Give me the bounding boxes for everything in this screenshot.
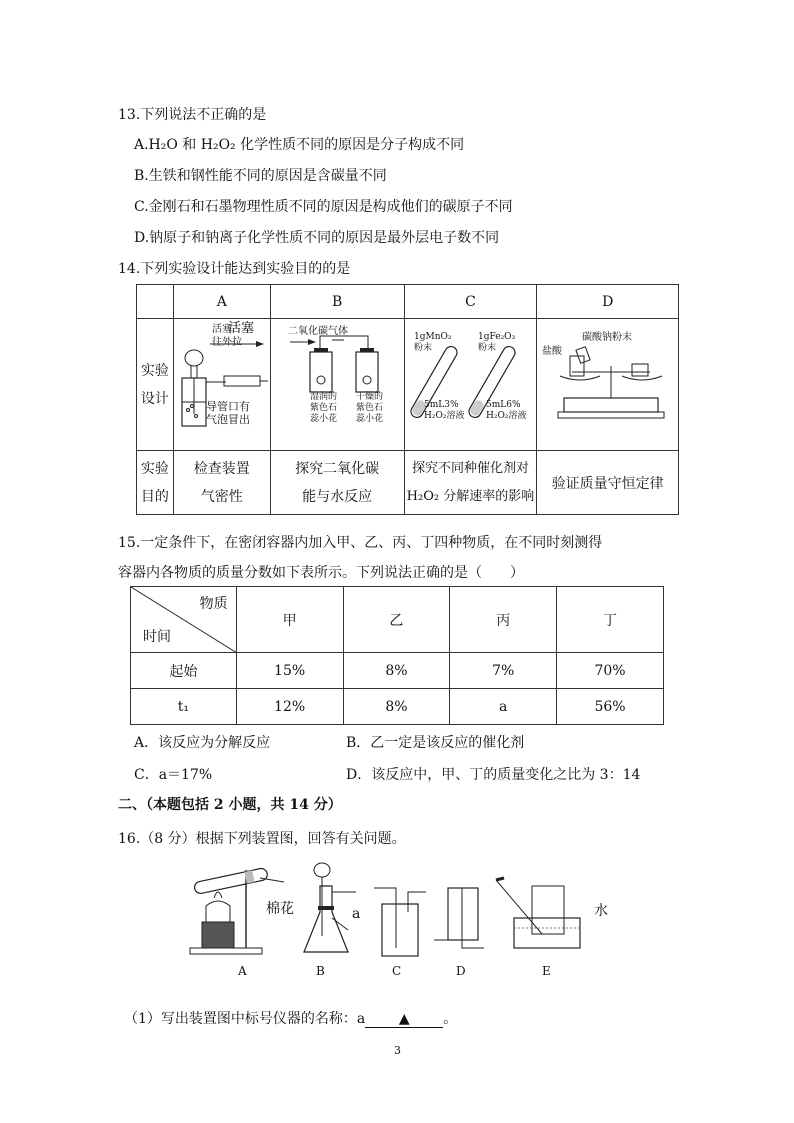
q14-purpose-b: 探究二氧化碳 能与水反应 (270, 451, 404, 515)
q14-d-acid-label: 盐酸 (542, 346, 562, 357)
q14-c-right-top-label: 1gFe₂O₃ 粉末 (478, 332, 516, 353)
q16-label-d: D (456, 964, 466, 978)
q15-option-b: B．乙一定是该反应的催化剂 (346, 735, 525, 751)
q16-label-a: A (238, 964, 247, 978)
q15-cell: 8% (343, 689, 450, 725)
q16-cotton-label: 棉花 (266, 901, 294, 917)
q14-row-design-label: 实验 设计 (137, 319, 174, 451)
q14-b-left-label: 湿润的 紫色石 蕊小花 (310, 392, 338, 424)
page-number: 3 (394, 1044, 401, 1057)
q16-sub1-prefix: （1）写出装置图中标号仪器的名称：a (124, 1011, 366, 1027)
q14-purpose-a: 检查装置 气密性 (173, 451, 270, 515)
q14-purpose-c: 探究不同种催化剂对 H₂O₂ 分解速率的影响 (404, 451, 537, 515)
q14-design-b-diagram (286, 322, 392, 446)
q15-cell: 70% (557, 653, 664, 689)
q13-option-c: C.金刚石和石墨物理性质不同的原因是构成他们的碳原子不同 (134, 199, 513, 215)
q15-header-ding: 丁 (557, 587, 664, 653)
svg-text:活塞: 活塞 (228, 321, 255, 336)
q14-c-left-top-label: 1gMnO₂ 粉末 (414, 332, 452, 353)
q14-b-right-label: 干燥的 紫色石 蕊小花 (356, 392, 384, 424)
q14-b-gas-label: 二氧化碳气体 (288, 326, 348, 337)
q14-a-bubble-label-2: 气泡冒出 (206, 413, 250, 426)
apparatus-b (304, 863, 356, 952)
q15-row-label: t₁ (131, 689, 237, 725)
q13-option-a: A.H₂O 和 H₂O₂ 化学性质不同的原因是分子构成不同 (134, 137, 465, 153)
q15-option-d: D．该反应中，甲、丁的质量变化之比为 3：14 (346, 767, 641, 783)
q16-label-e: E (542, 964, 551, 978)
q16-label-b: B (316, 964, 325, 978)
q15-header-bing: 丙 (450, 587, 557, 653)
q16-sub1-suffix: 。 (443, 1011, 458, 1027)
q14-a-bubble-label-1: 导管口有 (206, 400, 250, 413)
q15-stem-line-1: 15.一定条件下，在密闭容器内加入甲、乙、丙、丁四种物质，在不同时刻测得 (118, 535, 603, 551)
apparatus-d (434, 888, 484, 948)
q15-corner-bottom: 时间 (143, 629, 171, 645)
q14-d-powder-label: 碳酸钠粉末 (582, 332, 632, 343)
q16-label-c: C (392, 964, 402, 978)
q16-stem: 16.（8 分）根据下列装置图，回答有关问题。 (118, 831, 406, 847)
q13-stem: 13.下列说法不正确的是 (118, 107, 267, 123)
q14-header-a: A (173, 285, 270, 319)
q15-cell: 7% (450, 653, 557, 689)
q15-option-a: A．该反应为分解反应 (134, 735, 271, 751)
table-row (131, 689, 664, 725)
q15-cell: 8% (343, 653, 450, 689)
q14-purpose-d: 验证质量守恒定律 (537, 451, 679, 515)
q15-option-c: C．a＝17% (134, 767, 213, 783)
q16-sub1-answer-blank[interactable]: ▲ (365, 1011, 443, 1028)
q15-header-yi: 乙 (343, 587, 450, 653)
q15-stem-line-2: 容器内各物质的质量分数如下表所示。下列说法正确的是（ ） (118, 565, 524, 581)
q14-c-right-bottom-label: 5mL6% H₂O₂溶液 (486, 400, 527, 421)
q14-header-d: D (537, 285, 679, 319)
q14-a-valve-label: 活塞 (212, 324, 232, 335)
q14-c-left-bottom-label: 5mL3% H₂O₂溶液 (424, 400, 465, 421)
q15-cell: a (450, 689, 557, 725)
q14-header-c: C (404, 285, 537, 319)
q14-a-pull-label: 往外拉 (212, 337, 242, 348)
q15-header-jia: 甲 (236, 587, 343, 653)
apparatus-e (496, 878, 580, 948)
q15-table (130, 586, 664, 725)
q15-cell: 56% (557, 689, 664, 725)
q15-corner-top: 物质 (199, 596, 228, 612)
q14-header-b: B (270, 285, 404, 319)
q15-cell: 15% (236, 653, 343, 689)
q14-row-purpose-label: 实验 目的 (137, 451, 174, 515)
q16-water-label: 水 (594, 903, 608, 919)
q16-sub1 (124, 1008, 457, 1028)
q16-apparatus-diagram (186, 856, 616, 980)
q13-option-b: B.生铁和钢性能不同的原因是含碳量不同 (134, 168, 387, 184)
apparatus-c (374, 888, 426, 956)
q16-mark-a-label: a (352, 906, 361, 922)
q15-cell: 12% (236, 689, 343, 725)
q14-stem: 14.下列实验设计能达到实验目的的是 (118, 261, 351, 277)
q15-corner-cell (131, 587, 237, 653)
q15-row-label: 起始 (131, 653, 237, 689)
section-2-title: 二、（本题包括 2 小题，共 14 分） (118, 797, 342, 813)
table-row (131, 653, 664, 689)
q13-option-d: D.钠原子和钠离子化学性质不同的原因是最外层电子数不同 (134, 230, 500, 246)
